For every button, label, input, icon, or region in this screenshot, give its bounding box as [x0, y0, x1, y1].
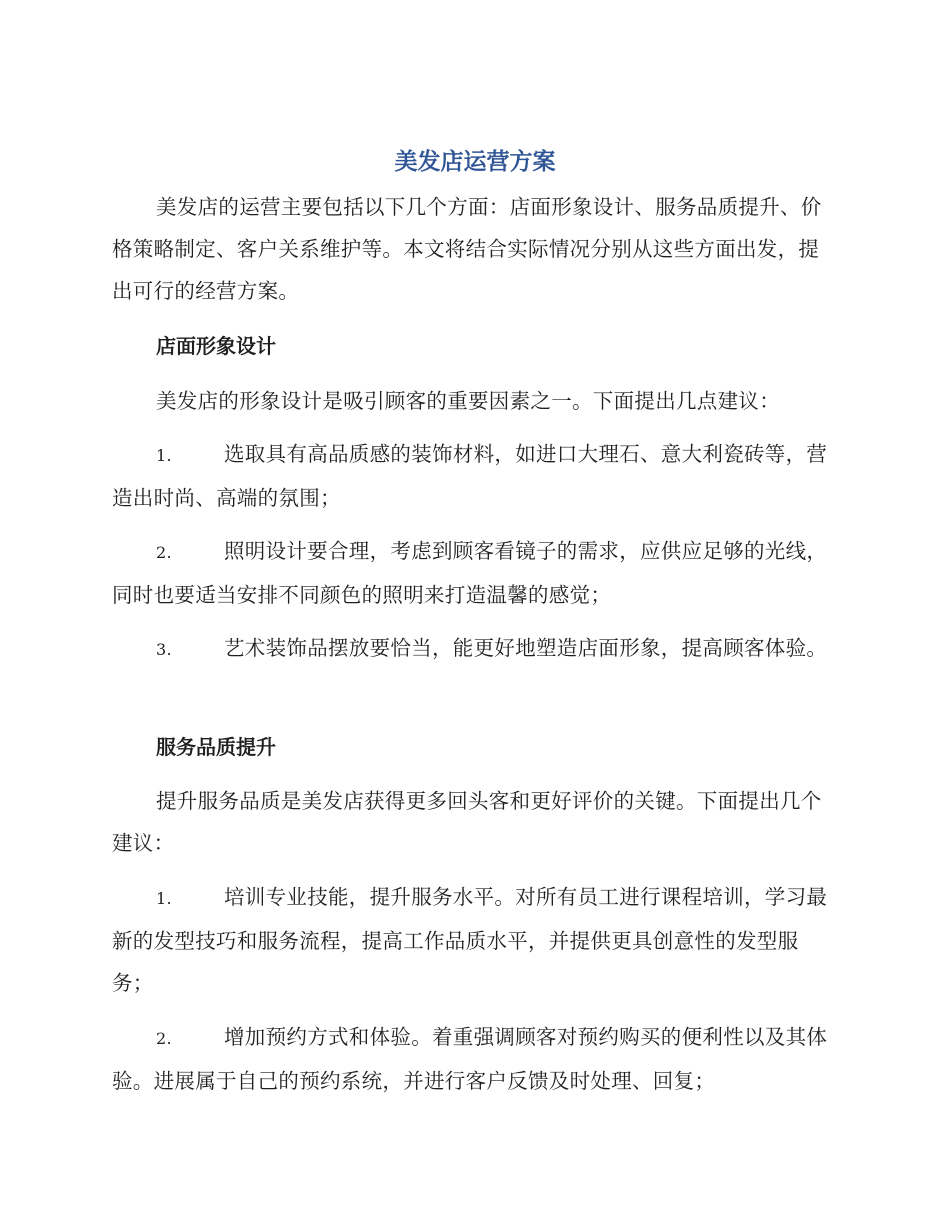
- list-item-number: 2.: [156, 543, 172, 562]
- list-item-text: 增加预约方式和体验。着重强调顾客对预约购买的便利性以及其体验。进展属于自己的预约系统，并进行客户反馈及时处理、回复；: [112, 1025, 828, 1093]
- document-title: 美发店运营方案: [394, 149, 556, 175]
- list-item-text: 培训专业技能，提升服务水平。对所有员工进行课程培训，学习最新的发型技巧和服务流程，提高工作品质水平，并提供更具创意性的发型服务；: [112, 885, 828, 995]
- list-item-text: 照明设计要合理，考虑到顾客看镜子的需求，应供应足够的光线，同时也要适当安排不同颜色的照明来打造温馨的感觉；: [112, 539, 828, 607]
- list-item-text: 选取具有高品质感的装饰材料，如进口大理石、意大利瓷砖等，营造出时尚、高端的氛围；: [112, 442, 828, 510]
- list-item: [112, 1016, 836, 1102]
- intro-paragraph: 美发店的运营主要包括以下几个方面：店面形象设计、服务品质提升、价格策略制定、客户关系维护等。本文将结合实际情况分别从这些方面出发，提出可行的经营方案。: [112, 195, 822, 303]
- section-heading-service: 服务品质提升: [156, 735, 276, 759]
- section-lead-storefront: 美发店的形象设计是吸引顾客的重要因素之一。下面提出几点建议：: [156, 389, 780, 413]
- list-item: [112, 876, 836, 1004]
- list-item-number: 1.: [156, 446, 172, 465]
- list-item-number: 3.: [156, 640, 172, 659]
- list-item: [112, 627, 836, 671]
- section-lead-service: 提升服务品质是美发店获得更多回头客和更好评价的关键。下面提出几个建议：: [112, 789, 822, 855]
- list-item: [112, 433, 836, 519]
- list-item-number: 1.: [156, 889, 172, 908]
- list-item-text: 艺术装饰品摆放要恰当，能更好地塑造店面形象，提高顾客体验。: [224, 636, 828, 660]
- list-item: [112, 530, 836, 616]
- section-heading-storefront: 店面形象设计: [156, 334, 276, 358]
- list-item-number: 2.: [156, 1029, 172, 1048]
